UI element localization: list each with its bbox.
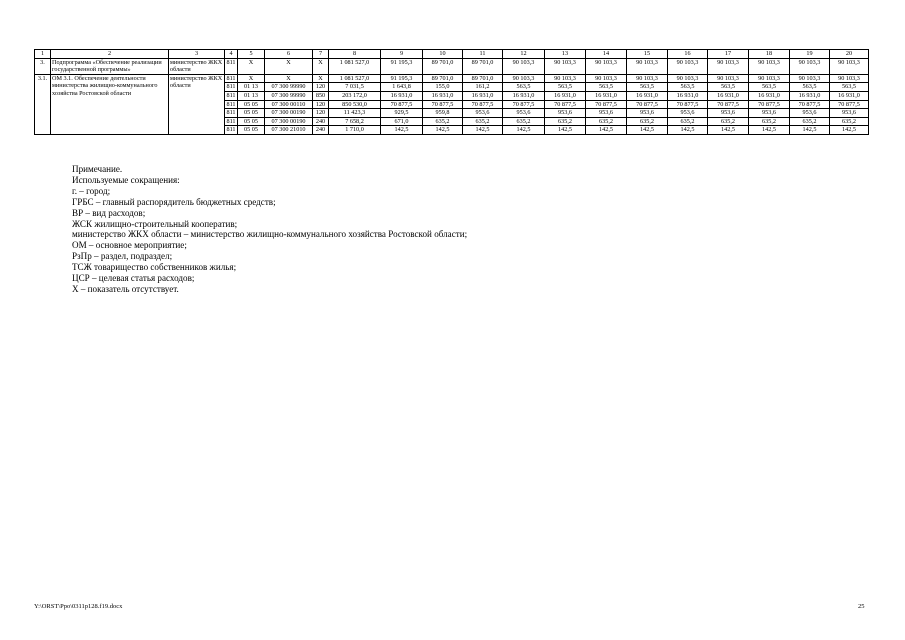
- table-cell: X: [265, 58, 313, 74]
- table-cell: 635,2: [627, 117, 668, 126]
- note-line: Используемые сокращения:: [72, 174, 180, 185]
- table-cell: 1 081 527,0: [329, 74, 381, 83]
- note-line: ГРБС – главный распорядитель бюджетных средств;: [72, 196, 276, 207]
- table-cell: 635,2: [586, 117, 627, 126]
- table-cell: 70 877,5: [503, 100, 545, 109]
- table-cell: 01 13: [238, 83, 265, 92]
- header-cell: 1: [35, 50, 51, 59]
- table-cell: 953,6: [790, 109, 830, 118]
- note-line: Примечание.: [72, 164, 123, 174]
- table-cell: 203 172,0: [329, 91, 381, 100]
- table-cell: 70 877,5: [830, 100, 869, 109]
- table-cell: 16 931,0: [790, 91, 830, 100]
- table-cell: 1 081 527,0: [329, 58, 381, 74]
- note-line: ТСЖ товарищество собственников жилья;: [72, 262, 237, 273]
- table-cell: 70 877,5: [381, 100, 423, 109]
- header-cell: 10: [423, 50, 463, 59]
- table-cell: 16 931,0: [463, 91, 503, 100]
- table-cell: 16 931,0: [381, 91, 423, 100]
- table-cell: 70 877,5: [627, 100, 668, 109]
- table-cell: 91 195,3: [381, 74, 423, 83]
- table-cell: 70 877,5: [545, 100, 586, 109]
- table-cell: 635,2: [790, 117, 830, 126]
- table-cell: 811: [226, 117, 236, 125]
- table-cell: 142,5: [627, 126, 668, 135]
- table-cell: 635,2: [423, 117, 463, 126]
- header-cell: 5: [238, 50, 265, 59]
- table-cell: 70 877,5: [423, 100, 463, 109]
- table-cell: 120: [313, 109, 329, 118]
- header-cell: 4: [225, 50, 238, 59]
- header-row: [35, 50, 869, 59]
- note-line: ЖСК жилищно-строительный кооператив;: [72, 218, 238, 229]
- table-cell: 240: [313, 126, 329, 135]
- table-cell: 240: [313, 117, 329, 126]
- table-cell: 635,2: [463, 117, 503, 126]
- table-cell: 811: [226, 126, 236, 134]
- table-cell: 811: [226, 91, 236, 99]
- header-cell: 12: [503, 50, 545, 59]
- om-name-cell: ОМ 3.1. Обеспечение деятельности министерства жилищно-коммунального хозяйства Ростовской области: [51, 74, 169, 134]
- table-cell: 142,5: [586, 126, 627, 135]
- om-resp-cell: министерство ЖКХ области: [169, 74, 225, 134]
- table-cell: 953,6: [503, 109, 545, 118]
- table-cell: Подпрограмма «Обеспечение реализации государственной программы»: [51, 58, 169, 74]
- table-cell: 90 103,3: [627, 74, 668, 83]
- table-cell: 70 877,5: [586, 100, 627, 109]
- note-line: ВР – вид расходов;: [72, 207, 146, 218]
- table-cell: 850: [313, 91, 329, 100]
- table-cell: 142,5: [830, 126, 869, 135]
- notes-block: [72, 164, 852, 295]
- table-cell: 811: [226, 100, 236, 108]
- table-cell: 90 103,3: [586, 74, 627, 83]
- table-cell: 05 05: [238, 117, 265, 126]
- table-cell: 7 658,2: [329, 117, 381, 126]
- header-cell: 13: [545, 50, 586, 59]
- table-cell: 563,5: [627, 83, 668, 92]
- table-cell: 16 931,0: [830, 91, 869, 100]
- table-cell: 07 300 00190: [265, 109, 313, 118]
- table-cell: 70 877,5: [463, 100, 503, 109]
- budget-table: [34, 49, 869, 135]
- table-cell: 16 931,0: [586, 91, 627, 100]
- table-cell: 142,5: [381, 126, 423, 135]
- header-cell: 19: [790, 50, 830, 59]
- table-cell: 142,5: [790, 126, 830, 135]
- table-cell: 120: [313, 83, 329, 92]
- table-cell: 953,6: [545, 109, 586, 118]
- table-cell: 563,5: [790, 83, 830, 92]
- table-cell: 959,8: [423, 109, 463, 118]
- header-cell: 9: [381, 50, 423, 59]
- table-cell: 563,5: [545, 83, 586, 92]
- table-cell: 142,5: [749, 126, 790, 135]
- table-cell: 70 877,5: [668, 100, 708, 109]
- header-cell: 7: [313, 50, 329, 59]
- table-cell: министерство ЖКХ области: [169, 58, 225, 74]
- table-cell: 91 195,3: [381, 58, 423, 74]
- header-cell: 3: [169, 50, 225, 59]
- table-cell: 161,2: [463, 83, 503, 92]
- table-cell: 142,5: [668, 126, 708, 135]
- table-cell: 05 05: [238, 109, 265, 118]
- table-cell: 671,0: [381, 117, 423, 126]
- table-cell: 07 300 00110: [265, 100, 313, 109]
- table-cell: 953,6: [586, 109, 627, 118]
- table-cell: 16 931,0: [708, 91, 749, 100]
- table-cell: 16 931,0: [749, 91, 790, 100]
- table-cell: 90 103,3: [503, 74, 545, 83]
- table-cell: 155,0: [423, 83, 463, 92]
- table-cell: 90 103,3: [830, 74, 869, 83]
- table-cell: 3.: [35, 58, 51, 74]
- table-cell: 89 701,0: [423, 58, 463, 74]
- table-cell: 07 300 99990: [265, 83, 313, 92]
- note-line: г. – город;: [72, 185, 111, 196]
- table-cell: 05 05: [238, 126, 265, 135]
- table-cell: 953,6: [749, 109, 790, 118]
- note-line: РзПр – раздел, подраздел;: [72, 251, 173, 262]
- header-cell: 8: [329, 50, 381, 59]
- table-cell: X: [238, 58, 265, 74]
- table-cell: 70 877,5: [749, 100, 790, 109]
- header-cell: 20: [830, 50, 869, 59]
- table-cell: X: [313, 74, 329, 83]
- table-cell: 90 103,3: [668, 58, 708, 74]
- table-cell: 929,5: [381, 109, 423, 118]
- table-row: [35, 74, 869, 83]
- table-cell: 16 931,0: [503, 91, 545, 100]
- note-line: министерство ЖКХ области – министерство жилищно-коммунального хозяйства Ростовской области;: [72, 229, 468, 240]
- om-no-cell: 3.1.: [35, 74, 51, 134]
- table-cell: 142,5: [708, 126, 749, 135]
- table-cell: 953,6: [830, 109, 869, 118]
- table-cell: 89 701,0: [463, 58, 503, 74]
- table-cell: 635,2: [545, 117, 586, 126]
- table-cell: 635,2: [830, 117, 869, 126]
- table-cell: 07 300 00190: [265, 117, 313, 126]
- table-cell: 16 931,0: [668, 91, 708, 100]
- table-cell: X: [238, 74, 265, 83]
- table-cell: 953,6: [708, 109, 749, 118]
- table-cell: 120: [313, 100, 329, 109]
- header-cell: 2: [51, 50, 169, 59]
- table-cell: 90 103,3: [749, 74, 790, 83]
- table-cell: 90 103,3: [790, 58, 830, 74]
- table-cell: 563,5: [586, 83, 627, 92]
- footer-file-path: Y:\ORST\Ppo\0311p128.f19.docx: [34, 603, 123, 610]
- table-cell: X: [265, 74, 313, 83]
- table-cell: 563,5: [830, 83, 869, 92]
- table-cell: 90 103,3: [503, 58, 545, 74]
- table-cell: 90 103,3: [545, 58, 586, 74]
- table-cell: 142,5: [463, 126, 503, 135]
- table-cell: 635,2: [503, 117, 545, 126]
- table-cell: 90 103,3: [830, 58, 869, 74]
- table-cell: 563,5: [503, 83, 545, 92]
- page-number: 25: [858, 603, 865, 610]
- table-row-program: [35, 58, 869, 74]
- table-cell: 90 103,3: [749, 58, 790, 74]
- table-cell: 811: [226, 83, 236, 91]
- note-line: ЦСР – целевая статья расходов;: [72, 273, 195, 284]
- header-cell: 15: [627, 50, 668, 59]
- table-cell: 89 701,0: [463, 74, 503, 83]
- table-cell: 90 103,3: [627, 58, 668, 74]
- table-cell: 90 103,3: [545, 74, 586, 83]
- table-cell: 16 931,0: [545, 91, 586, 100]
- header-cell: 16: [668, 50, 708, 59]
- table-cell: 89 701,0: [423, 74, 463, 83]
- header-cell: 14: [586, 50, 627, 59]
- table-cell: 1 643,8: [381, 83, 423, 92]
- table-cell: 07 300 99990: [265, 91, 313, 100]
- table-cell: 953,6: [668, 109, 708, 118]
- table-cell: 07 300 21010: [265, 126, 313, 135]
- table-cell: 90 103,3: [708, 58, 749, 74]
- table-cell: 635,2: [708, 117, 749, 126]
- table-cell: 563,5: [668, 83, 708, 92]
- table-cell: 635,2: [668, 117, 708, 126]
- table-cell: 563,5: [708, 83, 749, 92]
- table-cell: 811: [226, 109, 236, 117]
- table-cell: 563,5: [749, 83, 790, 92]
- table-cell: 16 931,0: [423, 91, 463, 100]
- header-cell: 17: [708, 50, 749, 59]
- header-cell: 11: [463, 50, 503, 59]
- table-cell: 953,6: [627, 109, 668, 118]
- table-cell: X: [313, 58, 329, 74]
- table-cell: 953,6: [463, 109, 503, 118]
- table-cell: 01 13: [238, 91, 265, 100]
- header-cell: 6: [265, 50, 313, 59]
- table-cell: 90 103,3: [708, 74, 749, 83]
- table-cell: 1 710,0: [329, 126, 381, 135]
- table-cell: 70 877,5: [708, 100, 749, 109]
- header-cell: 18: [749, 50, 790, 59]
- table-cell: 7 031,5: [329, 83, 381, 92]
- table-cell: 05 05: [238, 100, 265, 109]
- table-cell: 850 530,0: [329, 100, 381, 109]
- table-cell: 142,5: [503, 126, 545, 135]
- table-cell: 90 103,3: [586, 58, 627, 74]
- table-cell: 811: [226, 74, 236, 82]
- table-cell: 11 423,3: [329, 109, 381, 118]
- table-cell: 142,5: [423, 126, 463, 135]
- table-cell: 90 103,3: [668, 74, 708, 83]
- table-cell: 811: [225, 58, 238, 74]
- note-line: X – показатель отсутствует.: [72, 283, 179, 294]
- table-cell: 142,5: [545, 126, 586, 135]
- table-cell: 635,2: [749, 117, 790, 126]
- table-cell: 16 931,0: [627, 91, 668, 100]
- table-cell: 90 103,3: [790, 74, 830, 83]
- note-line: ОМ – основное мероприятие;: [72, 240, 187, 251]
- table-cell: 70 877,5: [790, 100, 830, 109]
